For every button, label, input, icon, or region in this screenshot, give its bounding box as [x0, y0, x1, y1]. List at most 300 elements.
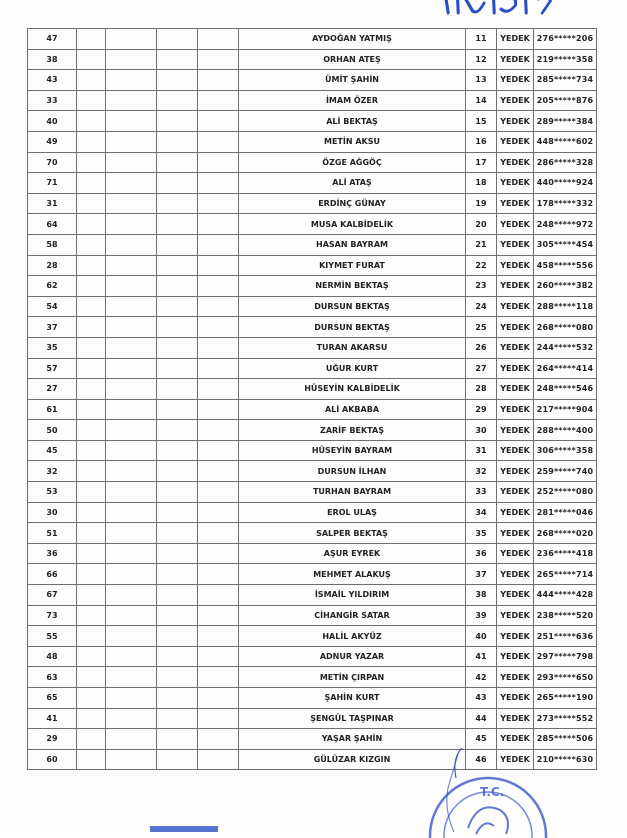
empty-cell	[157, 399, 198, 420]
status-cell: YEDEK	[497, 234, 534, 255]
empty-cell	[106, 173, 157, 194]
name-cell: ÖZGE AĞGÖÇ	[239, 152, 466, 173]
table-row	[28, 482, 597, 503]
empty-cell	[106, 708, 157, 729]
empty-cell	[106, 379, 157, 400]
row-number-cell: 65	[28, 688, 77, 709]
empty-cell	[106, 667, 157, 688]
table-row	[28, 502, 597, 523]
status-cell: YEDEK	[497, 749, 534, 770]
row-number-cell: 47	[28, 29, 77, 50]
name-cell: ORHAN ATEŞ	[239, 49, 466, 70]
row-number-cell: 33	[28, 90, 77, 111]
row-number-cell: 55	[28, 626, 77, 647]
empty-cell	[157, 111, 198, 132]
empty-cell	[106, 399, 157, 420]
empty-cell	[106, 440, 157, 461]
roster-table	[27, 28, 597, 770]
rank-cell: 11	[466, 29, 497, 50]
empty-cell	[106, 255, 157, 276]
empty-cell	[77, 152, 106, 173]
row-number-cell: 36	[28, 543, 77, 564]
empty-cell	[77, 729, 106, 750]
table-row	[28, 276, 597, 297]
rank-cell: 39	[466, 605, 497, 626]
name-cell: ERDİNÇ GÜNAY	[239, 193, 466, 214]
signature-mark	[446, 748, 466, 778]
empty-cell	[106, 749, 157, 770]
rank-cell: 27	[466, 358, 497, 379]
name-cell: AYDOĞAN YATMIŞ	[239, 29, 466, 50]
empty-cell	[106, 358, 157, 379]
status-cell: YEDEK	[497, 585, 534, 606]
status-cell: YEDEK	[497, 255, 534, 276]
empty-cell	[106, 70, 157, 91]
row-number-cell: 38	[28, 49, 77, 70]
empty-cell	[77, 585, 106, 606]
row-number-cell: 50	[28, 420, 77, 441]
table-row	[28, 193, 597, 214]
status-cell: YEDEK	[497, 152, 534, 173]
rank-cell: 38	[466, 585, 497, 606]
rank-cell: 29	[466, 399, 497, 420]
masked-id-cell: 178*****332	[534, 193, 597, 214]
empty-cell	[157, 255, 198, 276]
empty-cell	[198, 646, 239, 667]
empty-cell	[77, 111, 106, 132]
empty-cell	[77, 626, 106, 647]
empty-cell	[77, 646, 106, 667]
empty-cell	[198, 70, 239, 91]
empty-cell	[77, 234, 106, 255]
masked-id-cell: 448*****602	[534, 131, 597, 152]
name-cell: ADNUR YAZAR	[239, 646, 466, 667]
status-cell: YEDEK	[497, 111, 534, 132]
empty-cell	[198, 543, 239, 564]
masked-id-cell: 248*****546	[534, 379, 597, 400]
empty-cell	[157, 358, 198, 379]
rank-cell: 31	[466, 440, 497, 461]
empty-cell	[77, 276, 106, 297]
empty-cell	[77, 173, 106, 194]
masked-id-cell: 251*****636	[534, 626, 597, 647]
empty-cell	[106, 543, 157, 564]
name-cell: HÜSEYİN BAYRAM	[239, 440, 466, 461]
status-cell: YEDEK	[497, 605, 534, 626]
empty-cell	[198, 585, 239, 606]
masked-id-cell: 297*****798	[534, 646, 597, 667]
rank-cell: 18	[466, 173, 497, 194]
empty-cell	[106, 729, 157, 750]
row-number-cell: 58	[28, 234, 77, 255]
empty-cell	[198, 461, 239, 482]
table-row	[28, 461, 597, 482]
name-cell: NERMİN BEKTAŞ	[239, 276, 466, 297]
empty-cell	[77, 379, 106, 400]
empty-cell	[77, 317, 106, 338]
rank-cell: 15	[466, 111, 497, 132]
name-cell: ALİ AKBABA	[239, 399, 466, 420]
masked-id-cell: 259*****740	[534, 461, 597, 482]
empty-cell	[198, 482, 239, 503]
name-cell: İSMAİL YILDIRIM	[239, 585, 466, 606]
name-cell: SALPER BEKTAŞ	[239, 523, 466, 544]
rank-cell: 36	[466, 543, 497, 564]
empty-cell	[106, 90, 157, 111]
empty-cell	[198, 131, 239, 152]
empty-cell	[157, 214, 198, 235]
masked-id-cell: 217*****904	[534, 399, 597, 420]
empty-cell	[198, 193, 239, 214]
empty-cell	[157, 749, 198, 770]
masked-id-cell: 293*****650	[534, 667, 597, 688]
table-row	[28, 523, 597, 544]
table-row	[28, 358, 597, 379]
table-row	[28, 111, 597, 132]
table-row	[28, 626, 597, 647]
rank-cell: 22	[466, 255, 497, 276]
masked-id-cell: 306*****358	[534, 440, 597, 461]
empty-cell	[198, 214, 239, 235]
empty-cell	[77, 688, 106, 709]
table-row	[28, 337, 597, 358]
status-cell: YEDEK	[497, 337, 534, 358]
empty-cell	[77, 90, 106, 111]
empty-cell	[77, 523, 106, 544]
row-number-cell: 48	[28, 646, 77, 667]
masked-id-cell: 260*****382	[534, 276, 597, 297]
masked-id-cell: 268*****080	[534, 317, 597, 338]
empty-cell	[77, 564, 106, 585]
status-cell: YEDEK	[497, 379, 534, 400]
empty-cell	[106, 152, 157, 173]
rank-cell: 37	[466, 564, 497, 585]
row-number-cell: 66	[28, 564, 77, 585]
empty-cell	[106, 523, 157, 544]
empty-cell	[77, 337, 106, 358]
rank-cell: 16	[466, 131, 497, 152]
status-cell: YEDEK	[497, 646, 534, 667]
empty-cell	[157, 585, 198, 606]
roster-table-body	[28, 29, 597, 770]
status-cell: YEDEK	[497, 708, 534, 729]
empty-cell	[77, 502, 106, 523]
empty-cell	[157, 276, 198, 297]
rank-cell: 33	[466, 482, 497, 503]
name-cell: MUSA KALBİDELİK	[239, 214, 466, 235]
row-number-cell: 32	[28, 461, 77, 482]
masked-id-cell: 265*****714	[534, 564, 597, 585]
masked-id-cell: 238*****520	[534, 605, 597, 626]
empty-cell	[198, 729, 239, 750]
row-number-cell: 37	[28, 317, 77, 338]
row-number-cell: 62	[28, 276, 77, 297]
empty-cell	[77, 708, 106, 729]
empty-cell	[157, 317, 198, 338]
empty-cell	[106, 420, 157, 441]
table-row	[28, 234, 597, 255]
masked-id-cell: 458*****556	[534, 255, 597, 276]
status-cell: YEDEK	[497, 420, 534, 441]
masked-id-cell: 265*****190	[534, 688, 597, 709]
empty-cell	[106, 214, 157, 235]
status-cell: YEDEK	[497, 29, 534, 50]
rank-cell: 35	[466, 523, 497, 544]
status-cell: YEDEK	[497, 482, 534, 503]
table-row	[28, 729, 597, 750]
empty-cell	[157, 337, 198, 358]
row-number-cell: 43	[28, 70, 77, 91]
status-cell: YEDEK	[497, 729, 534, 750]
rank-cell: 32	[466, 461, 497, 482]
empty-cell	[157, 379, 198, 400]
table-row	[28, 420, 597, 441]
empty-cell	[106, 276, 157, 297]
official-seal-stamp	[418, 748, 558, 838]
table-row	[28, 667, 597, 688]
row-number-cell: 49	[28, 131, 77, 152]
rank-cell: 30	[466, 420, 497, 441]
empty-cell	[77, 667, 106, 688]
handwritten-top-mark	[438, 0, 592, 14]
table-row	[28, 90, 597, 111]
empty-cell	[157, 193, 198, 214]
table-row	[28, 131, 597, 152]
empty-cell	[198, 667, 239, 688]
status-cell: YEDEK	[497, 543, 534, 564]
name-cell: KIYMET FURAT	[239, 255, 466, 276]
rank-cell: 44	[466, 708, 497, 729]
table-row	[28, 70, 597, 91]
empty-cell	[157, 502, 198, 523]
empty-cell	[77, 399, 106, 420]
status-cell: YEDEK	[497, 173, 534, 194]
rank-cell: 14	[466, 90, 497, 111]
empty-cell	[106, 111, 157, 132]
name-cell: CİHANGİR SATAR	[239, 605, 466, 626]
empty-cell	[106, 482, 157, 503]
masked-id-cell: 285*****734	[534, 70, 597, 91]
row-number-cell: 30	[28, 502, 77, 523]
blue-stamp-fragment	[150, 826, 218, 832]
empty-cell	[198, 399, 239, 420]
masked-id-cell: 248*****972	[534, 214, 597, 235]
empty-cell	[106, 688, 157, 709]
empty-cell	[198, 29, 239, 50]
empty-cell	[157, 564, 198, 585]
masked-id-cell: 444*****428	[534, 585, 597, 606]
rank-cell: 40	[466, 626, 497, 647]
table-row	[28, 605, 597, 626]
name-cell: HÜSEYİN KALBİDELİK	[239, 379, 466, 400]
empty-cell	[157, 234, 198, 255]
table-row	[28, 296, 597, 317]
row-number-cell: 29	[28, 729, 77, 750]
row-number-cell: 57	[28, 358, 77, 379]
empty-cell	[198, 440, 239, 461]
empty-cell	[77, 49, 106, 70]
row-number-cell: 73	[28, 605, 77, 626]
status-cell: YEDEK	[497, 626, 534, 647]
table-row	[28, 173, 597, 194]
rank-cell: 24	[466, 296, 497, 317]
rank-cell: 45	[466, 729, 497, 750]
empty-cell	[157, 29, 198, 50]
empty-cell	[106, 564, 157, 585]
empty-cell	[157, 523, 198, 544]
empty-cell	[198, 502, 239, 523]
row-number-cell: 54	[28, 296, 77, 317]
row-number-cell: 31	[28, 193, 77, 214]
status-cell: YEDEK	[497, 214, 534, 235]
empty-cell	[77, 543, 106, 564]
row-number-cell: 64	[28, 214, 77, 235]
name-cell: ÜMİT ŞAHİN	[239, 70, 466, 91]
name-cell: ALİ ATAŞ	[239, 173, 466, 194]
status-cell: YEDEK	[497, 461, 534, 482]
table-row	[28, 214, 597, 235]
empty-cell	[157, 173, 198, 194]
empty-cell	[198, 420, 239, 441]
rank-cell: 17	[466, 152, 497, 173]
empty-cell	[198, 626, 239, 647]
name-cell: EROL ULAŞ	[239, 502, 466, 523]
table-row	[28, 317, 597, 338]
rank-cell: 43	[466, 688, 497, 709]
masked-id-cell: 236*****418	[534, 543, 597, 564]
name-cell: GÜLÜZAR KIZGIN	[239, 749, 466, 770]
empty-cell	[198, 358, 239, 379]
status-cell: YEDEK	[497, 49, 534, 70]
table-row	[28, 585, 597, 606]
empty-cell	[157, 152, 198, 173]
empty-cell	[77, 255, 106, 276]
empty-cell	[106, 234, 157, 255]
empty-cell	[198, 564, 239, 585]
empty-cell	[77, 29, 106, 50]
empty-cell	[157, 296, 198, 317]
empty-cell	[77, 420, 106, 441]
empty-cell	[77, 749, 106, 770]
empty-cell	[198, 111, 239, 132]
empty-cell	[157, 605, 198, 626]
rank-cell: 20	[466, 214, 497, 235]
rank-cell: 42	[466, 667, 497, 688]
empty-cell	[106, 337, 157, 358]
empty-cell	[198, 276, 239, 297]
table-row	[28, 255, 597, 276]
empty-cell	[198, 523, 239, 544]
table-row	[28, 646, 597, 667]
empty-cell	[106, 49, 157, 70]
row-number-cell: 71	[28, 173, 77, 194]
empty-cell	[157, 543, 198, 564]
table-row	[28, 708, 597, 729]
row-number-cell: 45	[28, 440, 77, 461]
masked-id-cell: 252*****080	[534, 482, 597, 503]
empty-cell	[198, 688, 239, 709]
masked-id-cell: 268*****020	[534, 523, 597, 544]
masked-id-cell: 205*****876	[534, 90, 597, 111]
masked-id-cell: 289*****384	[534, 111, 597, 132]
name-cell: ŞAHİN KURT	[239, 688, 466, 709]
name-cell: DURSUN BEKTAŞ	[239, 317, 466, 338]
empty-cell	[157, 688, 198, 709]
empty-cell	[198, 173, 239, 194]
status-cell: YEDEK	[497, 193, 534, 214]
rank-cell: 12	[466, 49, 497, 70]
masked-id-cell: 264*****414	[534, 358, 597, 379]
rank-cell: 21	[466, 234, 497, 255]
empty-cell	[106, 461, 157, 482]
empty-cell	[157, 667, 198, 688]
table-row	[28, 152, 597, 173]
status-cell: YEDEK	[497, 440, 534, 461]
status-cell: YEDEK	[497, 667, 534, 688]
rank-cell: 26	[466, 337, 497, 358]
empty-cell	[106, 29, 157, 50]
empty-cell	[198, 337, 239, 358]
status-cell: YEDEK	[497, 276, 534, 297]
empty-cell	[77, 296, 106, 317]
name-cell: TURHAN BAYRAM	[239, 482, 466, 503]
rank-cell: 23	[466, 276, 497, 297]
empty-cell	[77, 440, 106, 461]
empty-cell	[198, 379, 239, 400]
status-cell: YEDEK	[497, 399, 534, 420]
empty-cell	[157, 708, 198, 729]
rank-cell: 19	[466, 193, 497, 214]
name-cell: TURAN AKARSU	[239, 337, 466, 358]
empty-cell	[77, 461, 106, 482]
empty-cell	[198, 49, 239, 70]
empty-cell	[157, 482, 198, 503]
name-cell: İMAM ÖZER	[239, 90, 466, 111]
masked-id-cell: 273*****552	[534, 708, 597, 729]
row-number-cell: 67	[28, 585, 77, 606]
empty-cell	[198, 749, 239, 770]
name-cell: HALİL AKYÜZ	[239, 626, 466, 647]
empty-cell	[157, 49, 198, 70]
name-cell: ŞENGÜL TAŞPINAR	[239, 708, 466, 729]
empty-cell	[198, 90, 239, 111]
row-number-cell: 28	[28, 255, 77, 276]
status-cell: YEDEK	[497, 90, 534, 111]
name-cell: AŞUR EYREK	[239, 543, 466, 564]
row-number-cell: 61	[28, 399, 77, 420]
row-number-cell: 70	[28, 152, 77, 173]
empty-cell	[157, 420, 198, 441]
row-number-cell: 53	[28, 482, 77, 503]
empty-cell	[106, 193, 157, 214]
empty-cell	[157, 90, 198, 111]
status-cell: YEDEK	[497, 688, 534, 709]
masked-id-cell: 440*****924	[534, 173, 597, 194]
table-row	[28, 379, 597, 400]
empty-cell	[198, 317, 239, 338]
rank-cell: 28	[466, 379, 497, 400]
name-cell: ZARİF BEKTAŞ	[239, 420, 466, 441]
row-number-cell: 51	[28, 523, 77, 544]
empty-cell	[77, 482, 106, 503]
empty-cell	[106, 131, 157, 152]
empty-cell	[157, 461, 198, 482]
rank-cell: 46	[466, 749, 497, 770]
row-number-cell: 63	[28, 667, 77, 688]
rank-cell: 41	[466, 646, 497, 667]
rank-cell: 13	[466, 70, 497, 91]
status-cell: YEDEK	[497, 131, 534, 152]
